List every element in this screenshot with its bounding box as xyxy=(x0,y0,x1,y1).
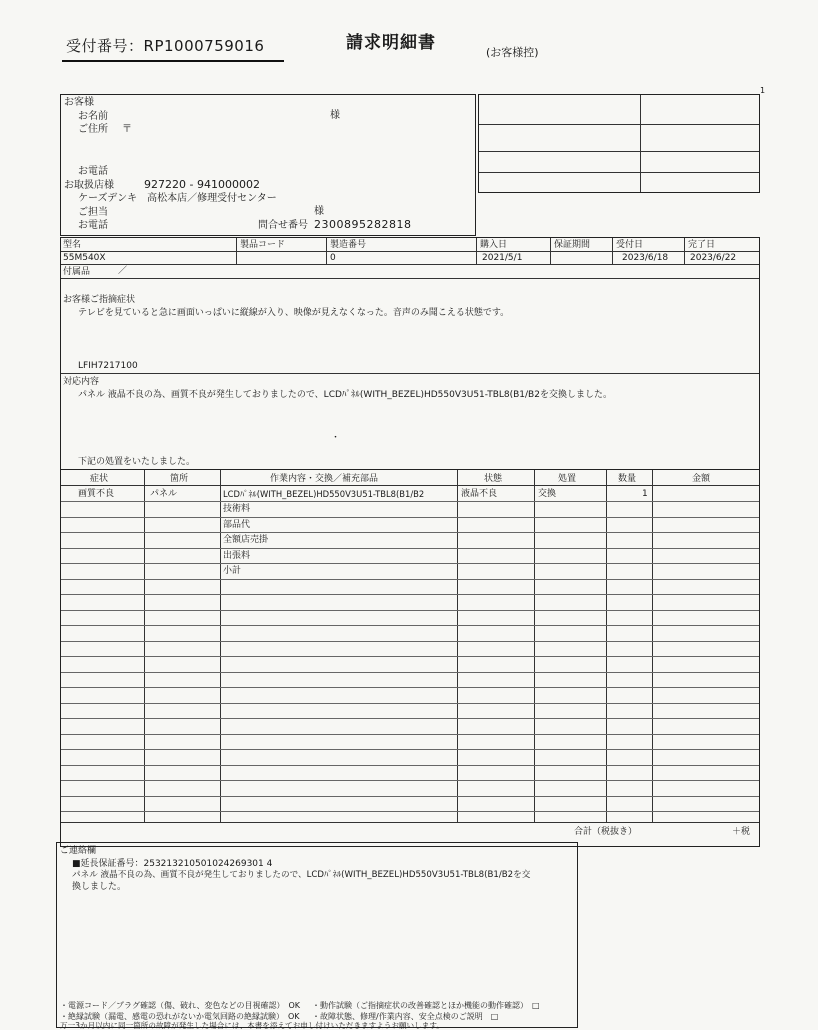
work-cell-work: 部品代 xyxy=(223,520,251,530)
work-cell-action: 交換 xyxy=(538,489,557,499)
stamp-grid-line xyxy=(479,172,759,173)
purchase-date: 2021/5/1 xyxy=(482,253,523,263)
work-cell-work: 全額店売掛 xyxy=(223,535,269,545)
customer-honorific: 様 xyxy=(330,110,340,121)
work-col-divider xyxy=(606,470,607,822)
work-cell-work: 出張料 xyxy=(223,551,251,561)
product-col-divider xyxy=(684,238,685,264)
work-cell-qty: 1 xyxy=(642,489,648,499)
work-row-line xyxy=(61,687,759,688)
work-row-line xyxy=(61,672,759,673)
product-header-serial: 製造番号 xyxy=(330,240,367,250)
work-row-line xyxy=(61,532,759,533)
work-row-line xyxy=(61,734,759,735)
work-col-divider xyxy=(144,470,145,822)
work-cell-location: パネル xyxy=(150,489,178,499)
work-header-symptom: 症状 xyxy=(90,474,109,484)
product-header-purchase: 購入日 xyxy=(480,240,508,250)
work-row-line xyxy=(61,749,759,750)
work-row-line xyxy=(61,656,759,657)
store-phone-label: お電話 xyxy=(78,220,108,231)
store-code: 927220 - 941000002 xyxy=(144,178,260,191)
symptom-code: LFIH7217100 xyxy=(78,361,138,371)
work-header-work: 作業内容・交換／補充部品 xyxy=(270,474,379,484)
store-handling-label: お取扱店様 xyxy=(64,180,114,191)
work-header-location: 箇所 xyxy=(170,474,189,484)
contact-label: ご連絡欄 xyxy=(60,846,97,856)
main-form xyxy=(60,237,760,847)
work-row-line xyxy=(61,703,759,704)
postal-mark: 〒 xyxy=(122,124,132,135)
work-bottom-line xyxy=(61,822,759,823)
check-insulation: ・絶縁試験（漏電、感電の恐れがないか電気回路の絶縁試験） OK xyxy=(60,1012,300,1021)
work-cell-work: 技術料 xyxy=(223,504,251,514)
product-serial: 0 xyxy=(330,253,336,263)
work-row-line xyxy=(61,610,759,611)
completed-date: 2023/6/22 xyxy=(690,253,737,263)
check-power-cord: ・電源コード／プラグ確認（傷、破れ、変色などの目視確認） OK xyxy=(60,1001,301,1010)
response-text: パネル 液晶不良の為、画質不良が発生しておりましたので、LCDﾊﾟﾈﾙ(WITH_BEZEL)HD550V3U51-TBL8(B1/B2を交換しました。 xyxy=(78,390,612,400)
product-header-model: 型名 xyxy=(63,240,82,250)
copy-type: (お客様控) xyxy=(486,46,539,59)
customer-address-label: ご住所 xyxy=(78,124,108,135)
work-col-divider xyxy=(457,470,458,822)
product-col-divider xyxy=(326,238,327,264)
accessories-value: ／ xyxy=(118,266,128,276)
receipt-underline xyxy=(62,60,284,62)
tax-label: ＋税 xyxy=(732,827,751,837)
customer-name-label: お名前 xyxy=(78,111,108,122)
work-row-line xyxy=(61,594,759,595)
inquiry-number: 2300895282818 xyxy=(314,218,412,231)
product-header-code: 製品コード xyxy=(240,240,286,250)
contact-line-1: ■延長保証番号：253213210501024269301 4 xyxy=(72,859,273,869)
response-closing: 下記の処置をいたしました。 xyxy=(78,457,196,467)
response-line xyxy=(61,469,759,470)
total-label: 合計（税抜き） xyxy=(574,827,638,837)
product-header-received: 受付日 xyxy=(616,240,644,250)
product-header-completed: 完了日 xyxy=(688,240,716,250)
page-number: 1 xyxy=(760,86,766,95)
stamp-grid-divider xyxy=(640,95,641,192)
work-row-line xyxy=(61,765,759,766)
customer-section-label: お客様 xyxy=(64,97,94,108)
work-row-line xyxy=(61,796,759,797)
work-row-line xyxy=(61,517,759,518)
receipt-value: RP1000759016 xyxy=(143,37,265,55)
work-header-amount: 金額 xyxy=(692,474,711,484)
work-row-line xyxy=(61,563,759,564)
symptom-line xyxy=(61,373,759,374)
product-model: 55M540X xyxy=(63,253,106,263)
response-label: 対応内容 xyxy=(63,377,100,387)
accessories-label: 付属品 xyxy=(63,267,91,277)
receipt-number xyxy=(66,37,265,55)
product-col-divider xyxy=(612,238,613,264)
work-col-divider xyxy=(534,470,535,822)
work-header-state: 状態 xyxy=(484,474,503,484)
work-col-divider xyxy=(220,470,221,822)
customer-phone-label: お電話 xyxy=(78,166,108,177)
stamp-grid xyxy=(478,94,760,193)
work-row-line xyxy=(61,641,759,642)
store-name: ケーズデンキ 高松本店／修理受付センター xyxy=(78,193,277,204)
work-row-line xyxy=(61,625,759,626)
received-date: 2023/6/18 xyxy=(622,253,669,263)
contact-line-2: パネル 液晶不良の為、画質不良が発生しておりましたので、LCDﾊﾟﾈﾙ(WITH_BEZEL)HD550V3U51-TBL8(B1/B2を交 xyxy=(72,870,531,880)
accessories-line xyxy=(61,278,759,279)
product-col-divider xyxy=(236,238,237,264)
inquiry-label: 問合せ番号 xyxy=(258,220,308,231)
symptom-label: お客様ご指摘症状 xyxy=(63,295,136,305)
work-header-qty: 数量 xyxy=(618,474,637,484)
response-mark: ・ xyxy=(331,433,341,443)
product-col-divider xyxy=(476,238,477,264)
footer-note: 万一3か月以内に同一箇所の故障が発生した場合には、本書を添えてお申し付けいただきますようお願いします。 xyxy=(60,1021,444,1030)
contact-line-3: 換しました。 xyxy=(72,882,127,892)
page-title: 請求明細書 xyxy=(346,33,436,53)
work-cell-work: 小計 xyxy=(223,566,242,576)
work-row-line xyxy=(61,548,759,549)
product-header-warranty: 保証期間 xyxy=(554,240,591,250)
check-operation: ・動作試験（ご指摘症状の改善確認とほか機能の動作確認） □ xyxy=(312,1001,540,1010)
work-cell-symptom: 画質不良 xyxy=(78,489,115,499)
symptom-text: テレビを見ていると急に画面いっぱいに縦線が入り、映像が見えなくなった。音声のみ聞こえる状態です。 xyxy=(78,308,510,318)
work-cell-work: LCDﾊﾟﾈﾙ(WITH_BEZEL)HD550V3U51-TBL8(B1/B2 xyxy=(223,489,425,499)
work-col-divider xyxy=(652,470,653,822)
work-row-line xyxy=(61,780,759,781)
product-col-divider xyxy=(550,238,551,264)
receipt-label: 受付番号： xyxy=(66,37,144,55)
work-row-line xyxy=(61,811,759,812)
work-header-line xyxy=(61,485,759,486)
product-value-line xyxy=(61,264,759,265)
work-cell-state: 液晶不良 xyxy=(461,489,498,499)
work-row-line xyxy=(61,501,759,502)
work-row-line xyxy=(61,579,759,580)
stamp-grid-line xyxy=(479,151,759,152)
customer-box xyxy=(60,94,476,236)
store-staff-label: ご担当 xyxy=(78,207,108,218)
stamp-grid-line xyxy=(479,124,759,125)
work-row-line xyxy=(61,718,759,719)
check-explanation: ・故障状態、修理/作業内容、安全点検のご説明 □ xyxy=(312,1012,499,1021)
store-staff-honorific: 様 xyxy=(314,206,324,217)
work-header-action: 処置 xyxy=(558,474,577,484)
